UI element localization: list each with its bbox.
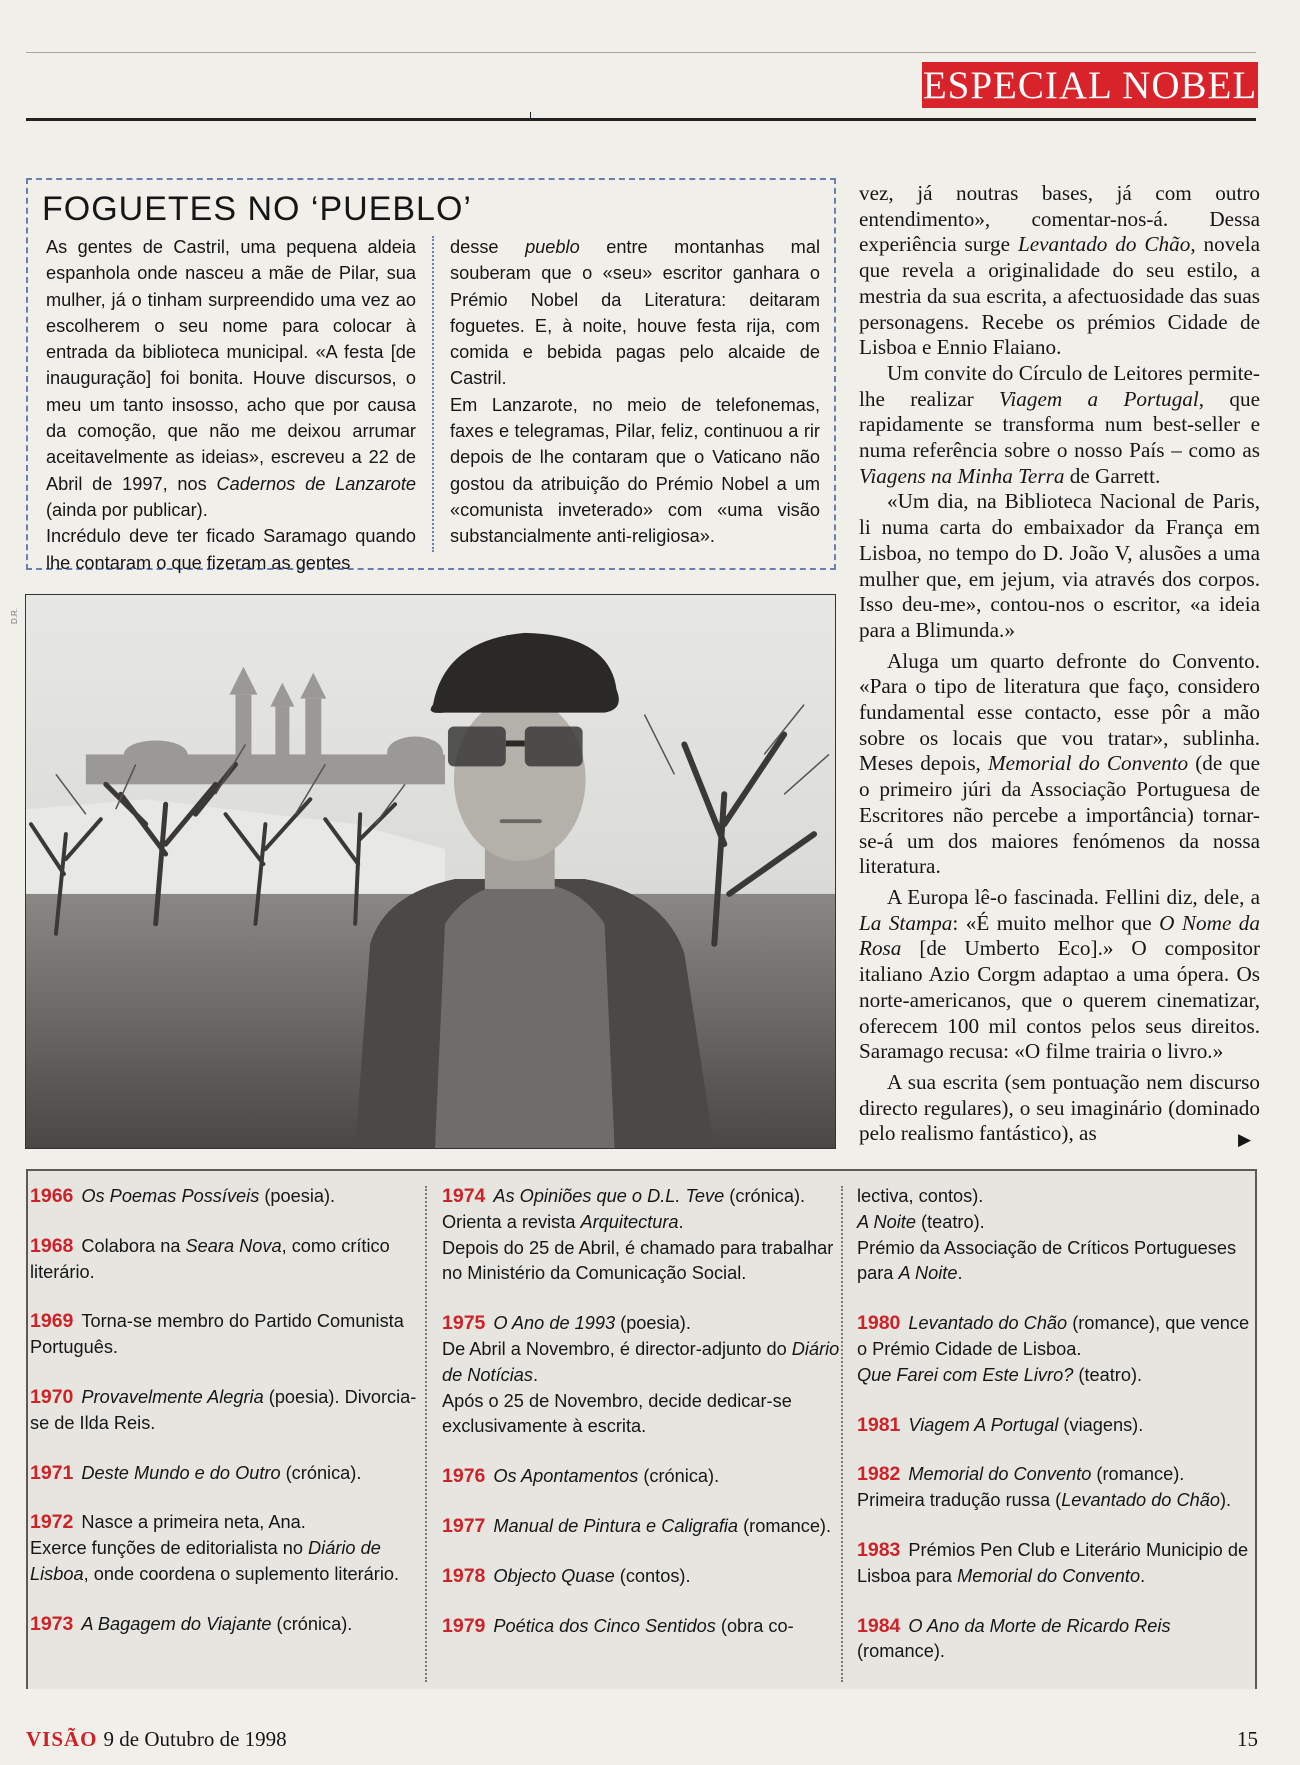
- author-photo: [25, 594, 836, 1149]
- article-paragraph: vez, já noutras bases, já com outro entendimento», comentar-nos-á. Dessa experiência surge Levantado do Chão, novela que revela a originalidade do seu estilo, a mestria da sua escrita, a afectuosidade das suas personagens. Recebe os prémios Cidade de Lisboa e Ennio Flaiano.: [859, 181, 1260, 360]
- chronology-entry: 1968 Colabora na Seara Nova, como crítico literário.: [30, 1234, 390, 1282]
- chronology-column-3: [857, 1184, 1257, 1665]
- chronology-entry: 1977 Manual de Pintura e Caligrafia (romance).: [442, 1514, 832, 1537]
- sidebar-paragraph: As gentes de Castril, uma pequena aldeia espanhola onde nasceu a mãe de Pilar, sua mulher, já o tinham surpreendido uma vez ao escolherem o seu nome para colocar à entrada da biblioteca municipal. «A festa [de inauguração] foi bonita. Houve discursos, o meu um tanto insosso, acho que por causa da comoção, que não me deixou arrumar aceitavelmente as ideias», escreveu a 22 de Abril de 1997, nos Cadernos de Lanzarote (ainda por publicar).: [46, 237, 417, 520]
- photo-credit: D.R.: [10, 608, 19, 624]
- chronology-entry-continued: lectiva, contos). A Noite (teatro). Prémio da Associação de Críticos Portugueses para A Noite.: [857, 1186, 1237, 1284]
- sidebar-paragraph: desse pueblo entre montanhas mal souberam que o «seu» escritor ganhara o Prémio Nobel da Literatura: deitaram foguetes. E, à noite, houve festa rija, com comida e bebida pagas pelo alcaide de Castril.: [450, 237, 820, 389]
- article-column: [859, 181, 1260, 1147]
- chronology-entry: 1979 Poética dos Cinco Sentidos (obra co-: [442, 1614, 794, 1637]
- article-paragraph: A sua escrita (sem pontuação nem discurso directo regulares), o seu imaginário (dominado pelo realismo fantástico), as: [859, 1069, 1260, 1146]
- chronology-entry: 1969 Torna-se membro do Partido Comunista Português.: [30, 1310, 404, 1358]
- header-rule-tick: [530, 112, 531, 120]
- sidebar-column-divider: [432, 236, 434, 552]
- chronology-column-2: [442, 1184, 842, 1639]
- article-paragraph: Um convite do Círculo de Leitores permite-lhe realizar Viagem a Portugal, que rapidamente se transforma num best-seller e numa referência sobre o nosso País – como as Viagens na Minha Terra de Garrett.: [859, 360, 1260, 488]
- chronology-entry: 1972 Nasce a primeira neta, Ana. Exerce funções de editorialista no Diário de Lisboa, onde coordena o suplemento literário.: [30, 1511, 400, 1584]
- article-paragraph: «Um dia, na Biblioteca Nacional de Paris, li numa carta do embaixador da França em Lisboa, no tempo do D. João V, alusões a uma mulher que, em jejum, via através dos corpos. Isso deu-me», contou-nos o escritor, «a ideia para a Blimunda.»: [859, 489, 1260, 642]
- chronology-entry: 1980 Levantado do Chão (romance), que vence o Prémio Cidade de Lisboa. Que Farei com Este Livro? (teatro).: [857, 1312, 1250, 1385]
- chronology-entry: 1978 Objecto Quase (contos).: [442, 1564, 691, 1587]
- article-paragraph: Aluga um quarto defronte do Convento. «Para o tipo de literatura que faço, considero fundamental esse contacto, esse pôr a mão sobre os locais que vou tratar», sublinha. Meses depois, Memorial do Convento (de que o primeiro júri da Associação Portuguesa de Escritores não percebe a importância) tornar-se-á um dos maiores fenómenos da nossa literatura.: [859, 648, 1260, 879]
- article-paragraph: A Europa lê-o fascinada. Fellini diz, dele, a La Stampa: «É muito melhor que O Nome da Rosa [de Umberto Eco].» O compositor italiano Azio Corgm adaptao a uma ópera. Os norte-americanos, que o querem cinematizar, oferecem 100 mil contos pelos seus direitos. Saramago recusa: «O filme trairia o livro.»: [859, 884, 1260, 1064]
- chronology-entry: 1984 O Ano da Morte de Ricardo Reis (romance).: [857, 1614, 1171, 1662]
- footer-date: 9 de Outubro de 1998: [103, 1727, 287, 1751]
- sidebar-column-2: [450, 234, 820, 550]
- section-tag: ESPECIAL NOBEL: [922, 64, 1258, 107]
- chronology-entry: 1966 Os Poemas Possíveis (poesia).: [30, 1185, 336, 1207]
- chronology-entry: 1982 Memorial do Convento (romance). Primeira tradução russa (Levantado do Chão).: [857, 1463, 1232, 1511]
- chronology-entry: 1973 A Bagagem do Viajante (crónica).: [30, 1612, 353, 1635]
- chronology-column-1: [30, 1184, 430, 1638]
- chronology-entry: 1970 Provavelmente Alegria (poesia). Divorcia-se de Ilda Reis.: [30, 1385, 417, 1433]
- sidebar-column-1: [46, 234, 416, 576]
- chronology-entry: 1975 O Ano de 1993 (poesia). De Abril a Novembro, é director-adjunto do Diário de Notícias. Após o 25 de Novembro, decide dedicar-se exclusivamente à escrita.: [442, 1312, 840, 1437]
- continue-arrow-icon: ▶: [1238, 1130, 1252, 1149]
- chronology-entry: 1981 Viagem A Portugal (viagens).: [857, 1413, 1144, 1436]
- top-rule: [26, 52, 1256, 53]
- chronology-entry: 1983 Prémios Pen Club e Literário Municipio de Lisboa para Memorial do Convento.: [857, 1538, 1249, 1586]
- chronology-entry: 1974 As Opiniões que o D.L. Teve (crónica). Orienta a revista Arquitectura. Depois do 25 de Abril, é chamado para trabalhar no Ministério da Comunicação Social.: [442, 1185, 834, 1284]
- chronology-entry: 1971 Deste Mundo e do Outro (crónica).: [30, 1461, 362, 1484]
- page-number: 15: [1237, 1727, 1258, 1751]
- sidebar-paragraph: Incrédulo deve ter ficado Saramago quando lhe contaram o que fizeram as gentes: [46, 526, 416, 573]
- footer-brand: VISÃO: [26, 1727, 98, 1751]
- footer-publication: [26, 1727, 287, 1752]
- sidebar-title: FOGUETES NO ‘PUEBLO’: [42, 190, 472, 228]
- header-rule: [26, 118, 1256, 121]
- chronology-entry: 1976 Os Apontamentos (crónica).: [442, 1465, 720, 1488]
- sidebar-paragraph: Em Lanzarote, no meio de telefonemas, faxes e telegramas, Pilar, feliz, continuou a rir depois de lhe contaram que o Vaticano não gostou da atribuição do Prémio Nobel a um «comunista inveterado» com «uma visão substancialmente anti-religiosa».: [450, 394, 820, 547]
